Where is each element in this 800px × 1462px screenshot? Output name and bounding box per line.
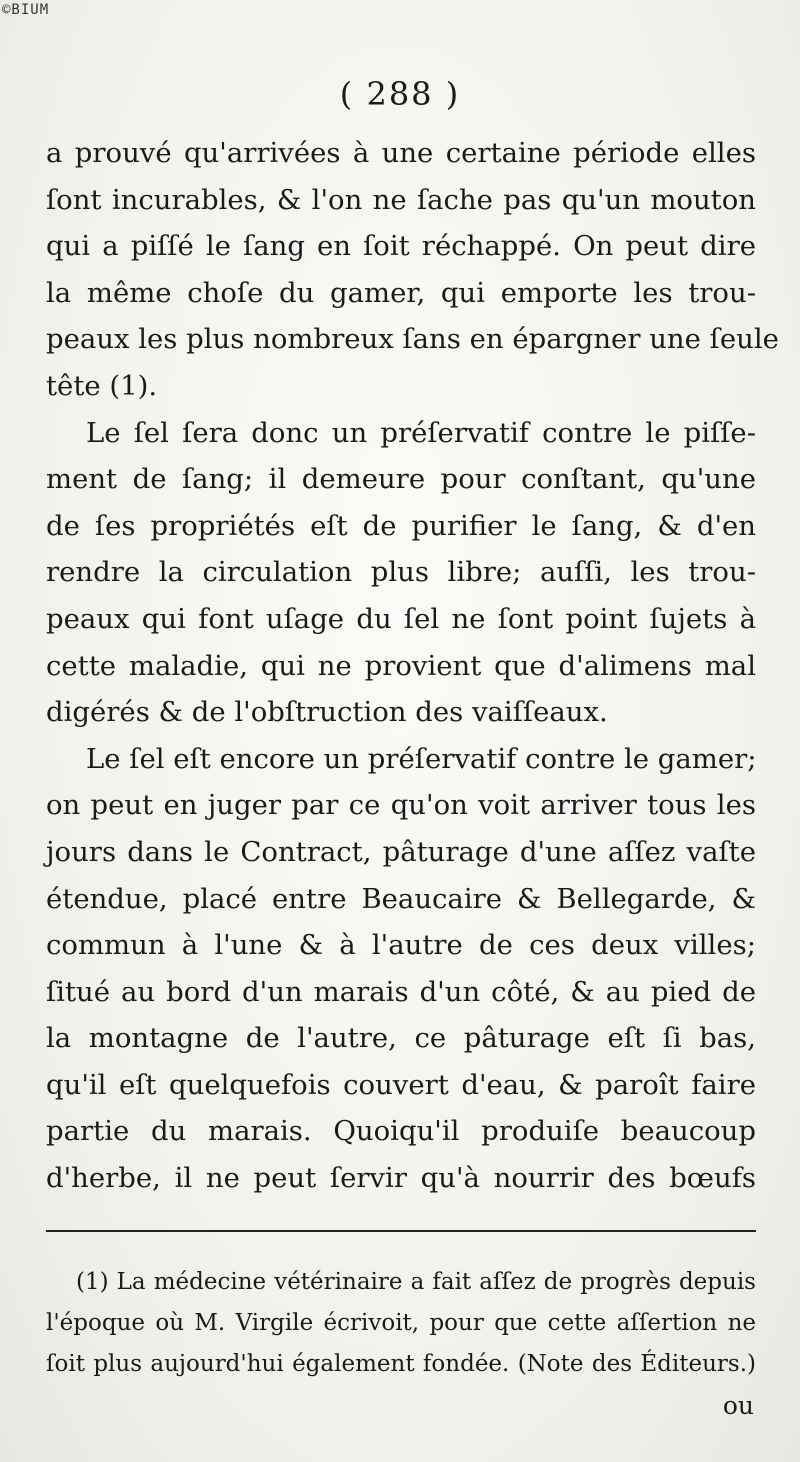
text-line: la même choſe du gamer, qui emporte les trou-: [46, 276, 756, 309]
text-line: d'herbe, il ne peut ſervir qu'à nourrir des bœufs: [46, 1162, 756, 1195]
text-line: ſont incurables, & l'on ne ſache pas qu'un mouton: [46, 183, 756, 216]
text-line: on peut en juger par ce qu'on voit arriver tous les: [46, 789, 756, 822]
footnote-line: l'époque où M. Virgile écrivoit, pour que cette aſſertion ne: [46, 1310, 756, 1336]
text-line: jours dans le Contract, pâturage d'une aſſez vaſte: [46, 835, 756, 868]
text-line: ment de ſang; il demeure pour conſtant, qu'une: [46, 463, 756, 496]
main-text: [46, 130, 779, 1202]
text-line: de ſes propriétés eſt de purifier le ſang, & d'en: [46, 509, 756, 542]
footnote: [46, 1262, 756, 1385]
text-line: Le ſel eſt encore un préſervatif contre le gamer;: [86, 742, 757, 775]
text-line: qu'il eſt quelquefois couvert d'eau, & paroît faire: [46, 1068, 756, 1101]
catchword: ou: [722, 1391, 754, 1420]
library-watermark: ©BIUM: [2, 2, 50, 18]
footnote-line: ſoit plus aujourd'hui également fondée. (Note des Éditeurs.): [46, 1351, 756, 1377]
text-line: qui a piſſé le ſang en ſoit réchappé. On peut dire: [46, 230, 756, 263]
footnote-rule: [46, 1230, 756, 1232]
page-number: ( 288 ): [339, 75, 461, 113]
text-line: Le ſel ſera donc un préſervatif contre le piſſe-: [86, 416, 756, 449]
text-line: ſitué au bord d'un marais d'un côté, & au pied de: [46, 975, 756, 1008]
text-line: cette maladie, qui ne provient que d'alimens mal: [46, 649, 756, 682]
text-line: a prouvé qu'arrivées à une certaine période elles: [46, 137, 756, 169]
text-line: rendre la circulation plus libre; auſſi, les trou-: [46, 556, 756, 589]
text-line: peaux les plus nombreux ſans en épargner une ſeule: [46, 323, 779, 356]
text-line: partie du marais. Quoiqu'il produiſe beaucoup: [46, 1115, 756, 1148]
text-line: la montagne de l'autre, ce pâturage eſt ſi bas,: [46, 1022, 756, 1055]
text-line: peaux qui font uſage du ſel ne ſont point ſujets à: [46, 602, 756, 635]
footnote-line: (1) La médecine vétérinaire a fait aſſez de progrès depuis: [76, 1269, 756, 1295]
text-line: digérés & de l'obſtruction des vaiſſeaux.: [46, 696, 608, 729]
text-line: commun à l'une & à l'autre de ces deux villes;: [46, 929, 756, 962]
text-line: étendue, placé entre Beaucaire & Bellegarde, &: [46, 882, 756, 915]
text-line: tête (1).: [46, 369, 158, 402]
